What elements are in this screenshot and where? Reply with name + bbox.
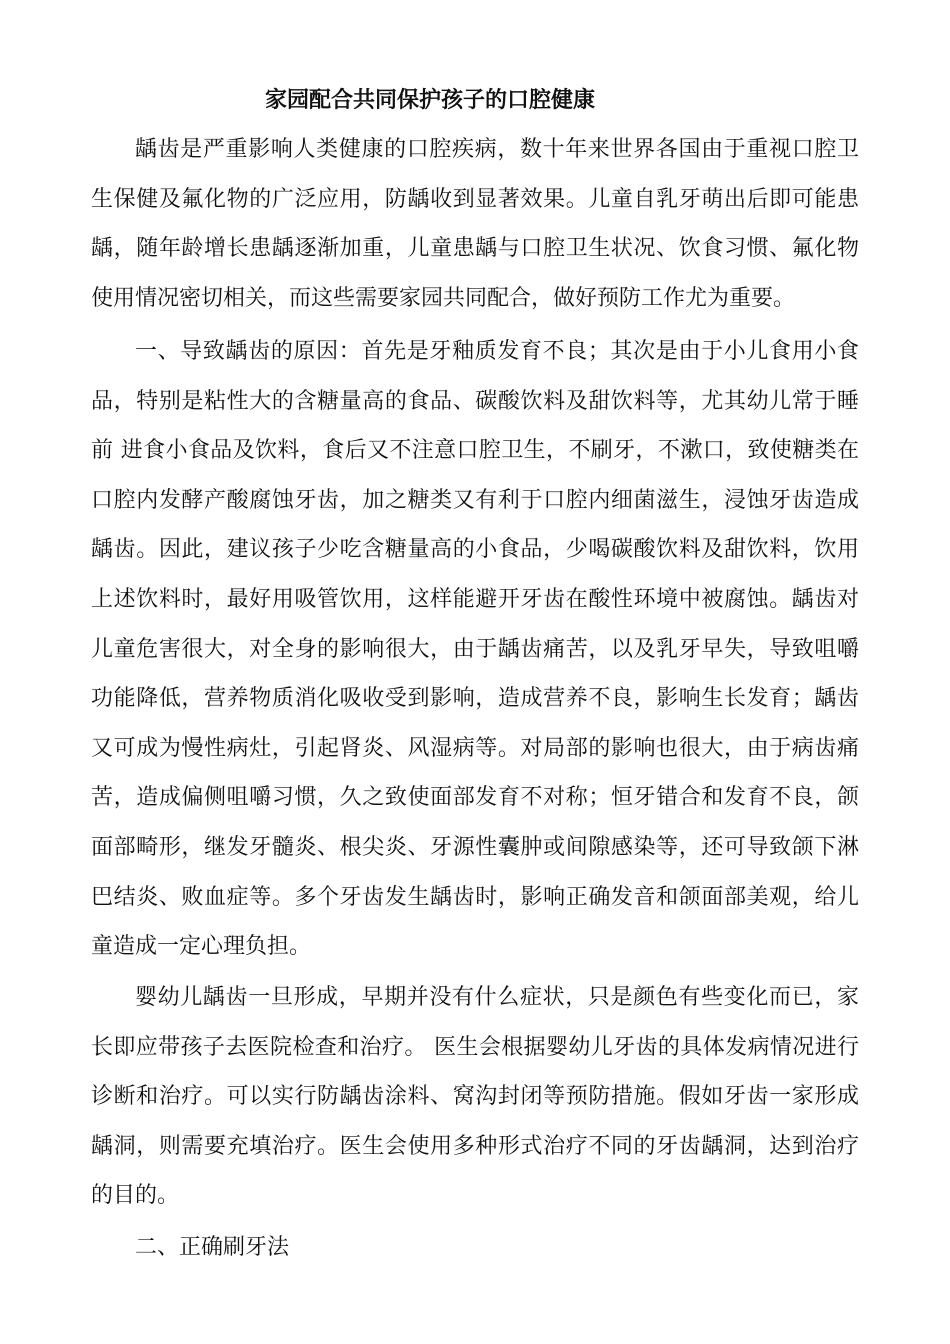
section-heading-brushing: 二、正确刷牙法	[135, 1235, 290, 1260]
document-title: 家园配合共同保护孩子的口腔健康	[264, 88, 595, 113]
paragraph-intro: 龋齿是严重影响人类健康的口腔疾病，数十年来世界各国由于重视口腔卫生保健及氟化物的广泛应用，防龋收到显著效果。儿童自乳牙萌出后即可能患龋，随年龄增长患龋逐渐加重，儿童患龋与口腔卫生状况、饮食习惯、氟化物使用情况密切相关，而这些需要家园共同配合，做好预防工作尤为重要。	[91, 137, 859, 311]
paragraph-causes: 一、导致龋齿的原因：首先是牙釉质发育不良；其次是由于小儿食用小食品，特别是粘性大的含糖量高的食品、碳酸饮料及甜饮料等，尤其幼儿常于睡前 进食小食品及饮料，食后又不注意口腔卫生，不刷牙，不漱口，致使糖类在口腔内发酵产酸腐蚀牙齿，加之糖类又有利于口腔内细菌滋生，浸蚀牙齿造成龋齿。因此，建议孩子少吃含糖量高的小食品，少喝碳酸饮料及甜饮料，饮用上述饮料时，最好用吸管饮用，这样能避开牙齿在酸性环境中被腐蚀。龋齿对儿童危害很大，对全身的影响很大，由于龋齿痛苦，以及乳牙早失，导致咀嚼功能降低，营养物质消化吸收受到影响，造成营养不良，影响生长发育；龋齿又可成为慢性病灶，引起肾炎、风湿病等。对局部的影响也很大，由于病齿痛苦，造成偏侧咀嚼习惯，久之致使面部发育不对称；恒牙错合和发育不良，颌面部畸形，继发牙髓炎、根尖炎、牙源性囊肿或间隙感染等，还可导致颌下淋巴结炎、败血症等。多个牙齿发生龋齿时，影响正确发音和颌面部美观，给儿童造成一定心理负担。	[91, 339, 859, 960]
paragraph-treatment: 婴幼儿龋齿一旦形成，早期并没有什么症状，只是颜色有些变化而已，家长即应带孩子去医院检查和治疗。 医生会根据婴幼儿牙齿的具体发病情况进行诊断和治疗。可以实行防龋齿涂料、窝沟封闭等预防措施。假如牙齿一家形成龋洞，则需要充填治疗。医生会使用多种形式治疗不同的牙齿龋洞，达到治疗的目的。	[91, 985, 859, 1209]
